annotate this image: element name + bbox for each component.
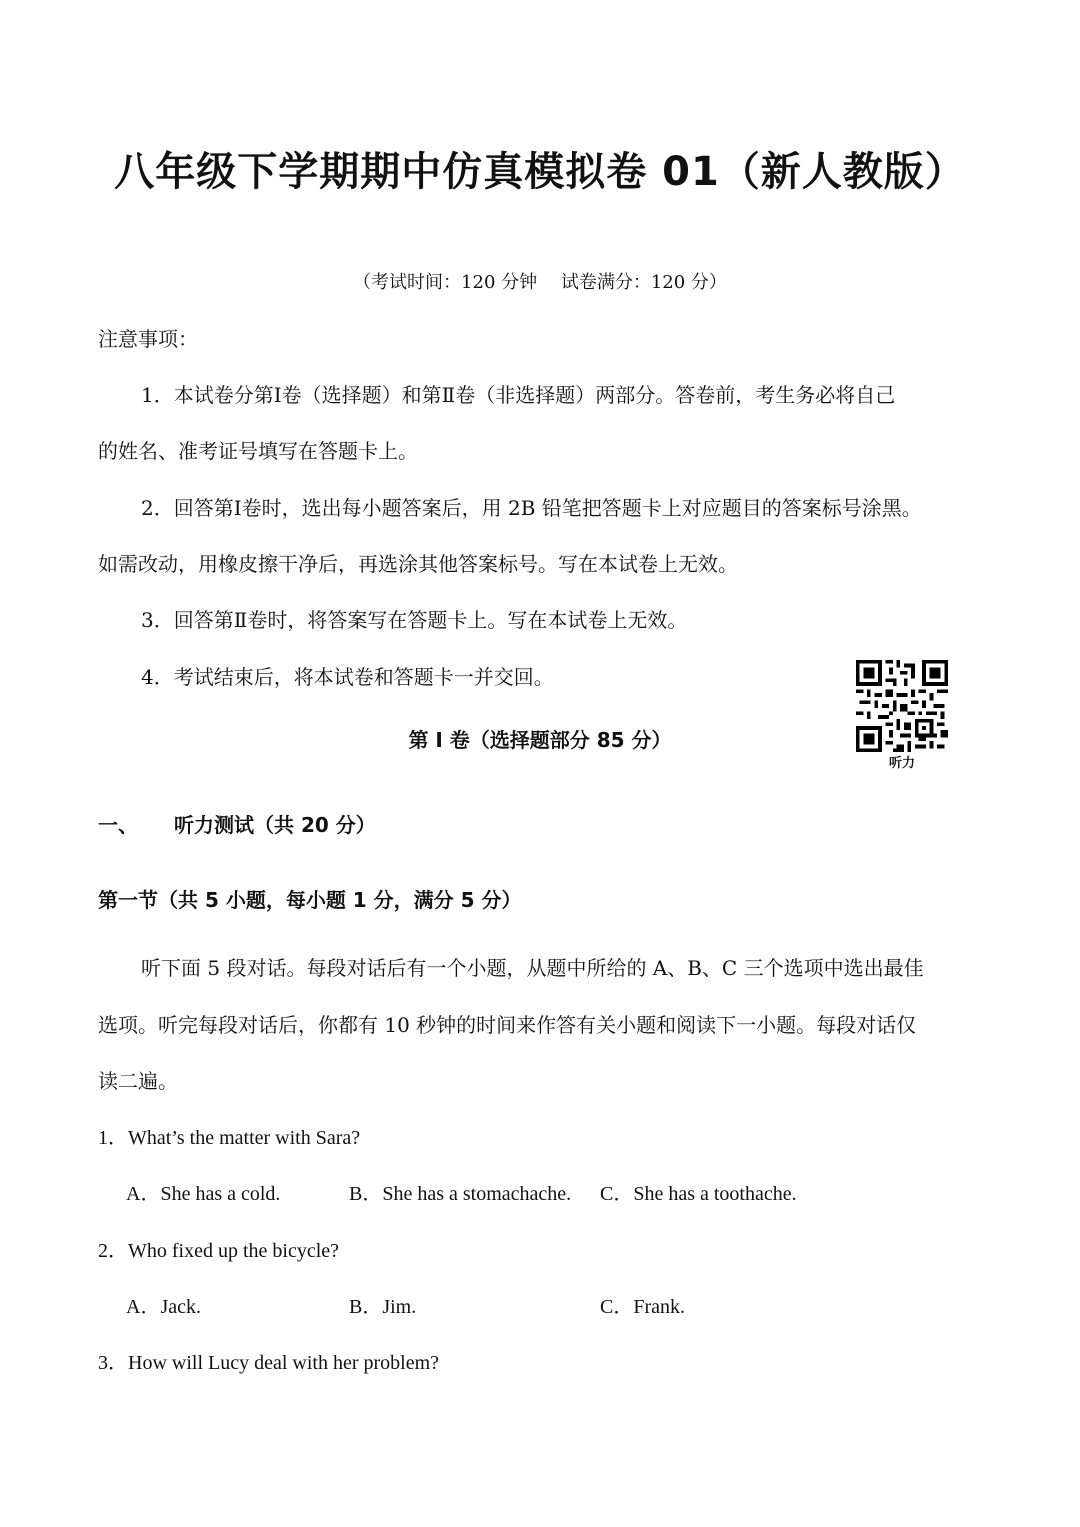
instructions-line-1: 听下面 5 段对话。每段对话后有一个小题，从题中所给的 A、B、C 三个选项中选出最佳 [141, 956, 924, 980]
question-2-option-c: C．Frank. [600, 1296, 685, 1318]
note-item-1-line-1: 1．本试卷分第Ⅰ卷（选择题）和第Ⅱ卷（非选择题）两部分。答卷前，考生务必将自己 [141, 383, 896, 407]
question-1-option-c: C．She has a toothache. [600, 1183, 797, 1205]
notes-heading: 注意事项： [98, 327, 198, 351]
question-1-stem: 1．What’s the matter with Sara? [98, 1127, 361, 1149]
question-2-option-b: B．Jim. [349, 1296, 417, 1318]
page-title: 八年级下学期期中仿真模拟卷 01（新人教版） [114, 149, 966, 195]
question-1-option-b: B．She has a stomachache. [349, 1183, 572, 1205]
part-1-heading: 第 I 卷（选择题部分 85 分） [408, 728, 672, 752]
subsection-1-title: 第一节（共 5 小题，每小题 1 分，满分 5 分） [98, 888, 522, 912]
note-item-2-line-2: 如需改动，用橡皮擦干净后，再选涂其他答案标号。写在本试卷上无效。 [98, 552, 738, 576]
note-item-3: 3．回答第Ⅱ卷时，将答案写在答题卡上。写在本试卷上无效。 [141, 608, 688, 632]
note-item-4: 4．考试结束后，将本试卷和答题卡一并交回。 [141, 665, 554, 689]
exam-time-info: （考试时间：120 分钟 试卷满分：120 分） [353, 272, 727, 293]
question-2-option-a: A．Jack. [126, 1296, 201, 1318]
section-1-title: 听力测试（共 20 分） [174, 813, 376, 837]
question-1-option-a: A．She has a cold. [126, 1183, 281, 1205]
note-item-2-line-1: 2．回答第Ⅰ卷时，选出每小题答案后，用 2B 铅笔把答题卡上对应题目的答案标号涂黑。 [141, 496, 922, 520]
section-1-number: 一、 [98, 813, 138, 837]
question-3-stem: 3．How will Lucy deal with her problem? [98, 1352, 440, 1374]
question-2-stem: 2．Who fixed up the bicycle? [98, 1240, 340, 1262]
note-item-1-line-2: 的姓名、准考证号填写在答题卡上。 [98, 439, 418, 463]
instructions-line-2: 选项。听完每段对话后，你都有 10 秒钟的时间来作答有关小题和阅读下一小题。每段对话仅 [98, 1013, 917, 1037]
qr-label: 听力 [888, 756, 915, 771]
instructions-line-3: 读二遍。 [98, 1069, 178, 1093]
